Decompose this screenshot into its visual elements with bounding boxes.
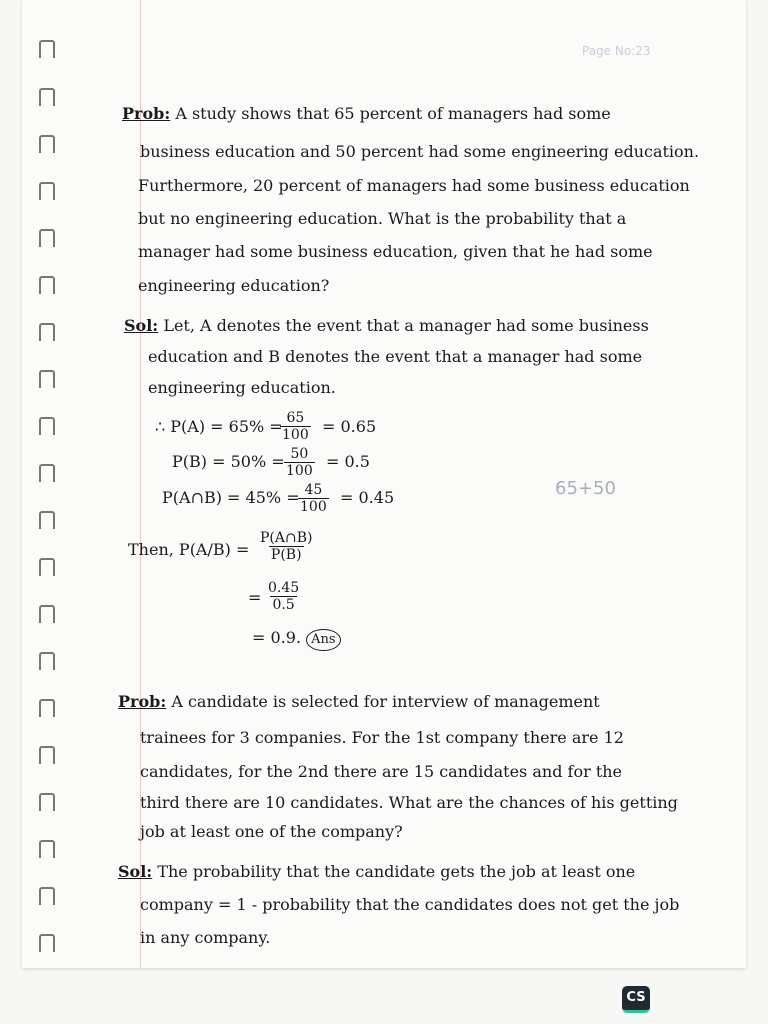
step3 — [252, 628, 341, 651]
eq-pa-den: 100 — [282, 427, 309, 443]
eq-pa-num: 65 — [286, 410, 305, 426]
prob1-line-6: engineering education? — [138, 276, 330, 295]
eq-pa-fraction — [280, 410, 311, 443]
step3-text: = 0.9. — [252, 628, 302, 647]
prob2-text-1: A candidate is selected for interview of management — [171, 692, 600, 711]
prob2-line-1 — [118, 692, 600, 712]
prob1-line-1 — [122, 104, 611, 124]
step2-den: 0.5 — [272, 597, 295, 613]
prob2-line-3: candidates, for the 2nd there are 15 candidates and for the — [140, 762, 623, 781]
eq-pab-rhs: = 0.45 — [340, 488, 395, 507]
prob1-line-4: but no engineering education. What is the probability that a — [138, 209, 627, 228]
then-fraction — [258, 530, 314, 563]
eq-pb-lhs: P(B) = 50% = — [172, 452, 285, 471]
sol2-label: Sol: — [118, 862, 153, 881]
prob1-line-3: Furthermore, 20 percent of managers had some business education — [138, 176, 690, 195]
sol1-label: Sol: — [124, 316, 159, 335]
sol1-text-1: Let, A denotes the event that a manager had some business — [163, 316, 649, 335]
step2-fraction — [266, 580, 301, 613]
prob2-line-5: job at least one of the company? — [140, 822, 403, 841]
sol2-line-2: company = 1 - probability that the candidates does not get the job — [140, 895, 680, 914]
eq-pb-den: 100 — [286, 463, 313, 479]
sol1-line-1 — [124, 316, 649, 336]
sol1-line-2: education and B denotes the event that a manager had some — [148, 347, 643, 366]
eq-pab-fraction — [298, 482, 329, 515]
eq-pb-num: 50 — [290, 446, 309, 462]
eq-pab-den: 100 — [300, 499, 327, 515]
sol1-line-3: engineering education. — [148, 378, 336, 397]
step2-lhs: = — [248, 588, 262, 607]
eq-pb-rhs: = 0.5 — [326, 452, 370, 471]
prob1-label: Prob: — [122, 104, 171, 123]
prob2-line-2: trainees for 3 companies. For the 1st company there are 12 — [140, 728, 624, 747]
ans-circle: Ans — [306, 629, 340, 651]
then-den: P(B) — [270, 547, 302, 563]
prob1-line-2: business education and 50 percent had some engineering education. — [140, 142, 700, 161]
camscanner-logo: CS — [622, 986, 650, 1013]
eq-pa-rhs: = 0.65 — [322, 417, 377, 436]
eq-pab-num: 45 — [304, 482, 323, 498]
sol2-line-3: in any company. — [140, 928, 271, 947]
then-lhs: Then, P(A/B) = — [128, 540, 250, 559]
then-num: P(A∩B) — [260, 530, 313, 546]
eq-pab-lhs: P(A∩B) = 45% = — [162, 488, 300, 507]
prob1-text-1: A study shows that 65 percent of managers had some — [175, 104, 611, 123]
prob2-line-4: third there are 10 candidates. What are the chances of his getting — [140, 793, 678, 812]
prob2-label: Prob: — [118, 692, 167, 711]
page-number: Page No:23 — [582, 44, 651, 58]
prob1-line-5: manager had some business education, given that he had some — [138, 242, 653, 261]
sol2-line-1 — [118, 862, 635, 882]
eq-pa-lhs: ∴ P(A) = 65% = — [155, 417, 283, 436]
eq-pb-fraction — [284, 446, 315, 479]
side-note: 65+50 — [555, 478, 616, 499]
sol2-text-1: The probability that the candidate gets the job at least one — [157, 862, 636, 881]
step2-num: 0.45 — [268, 580, 300, 596]
